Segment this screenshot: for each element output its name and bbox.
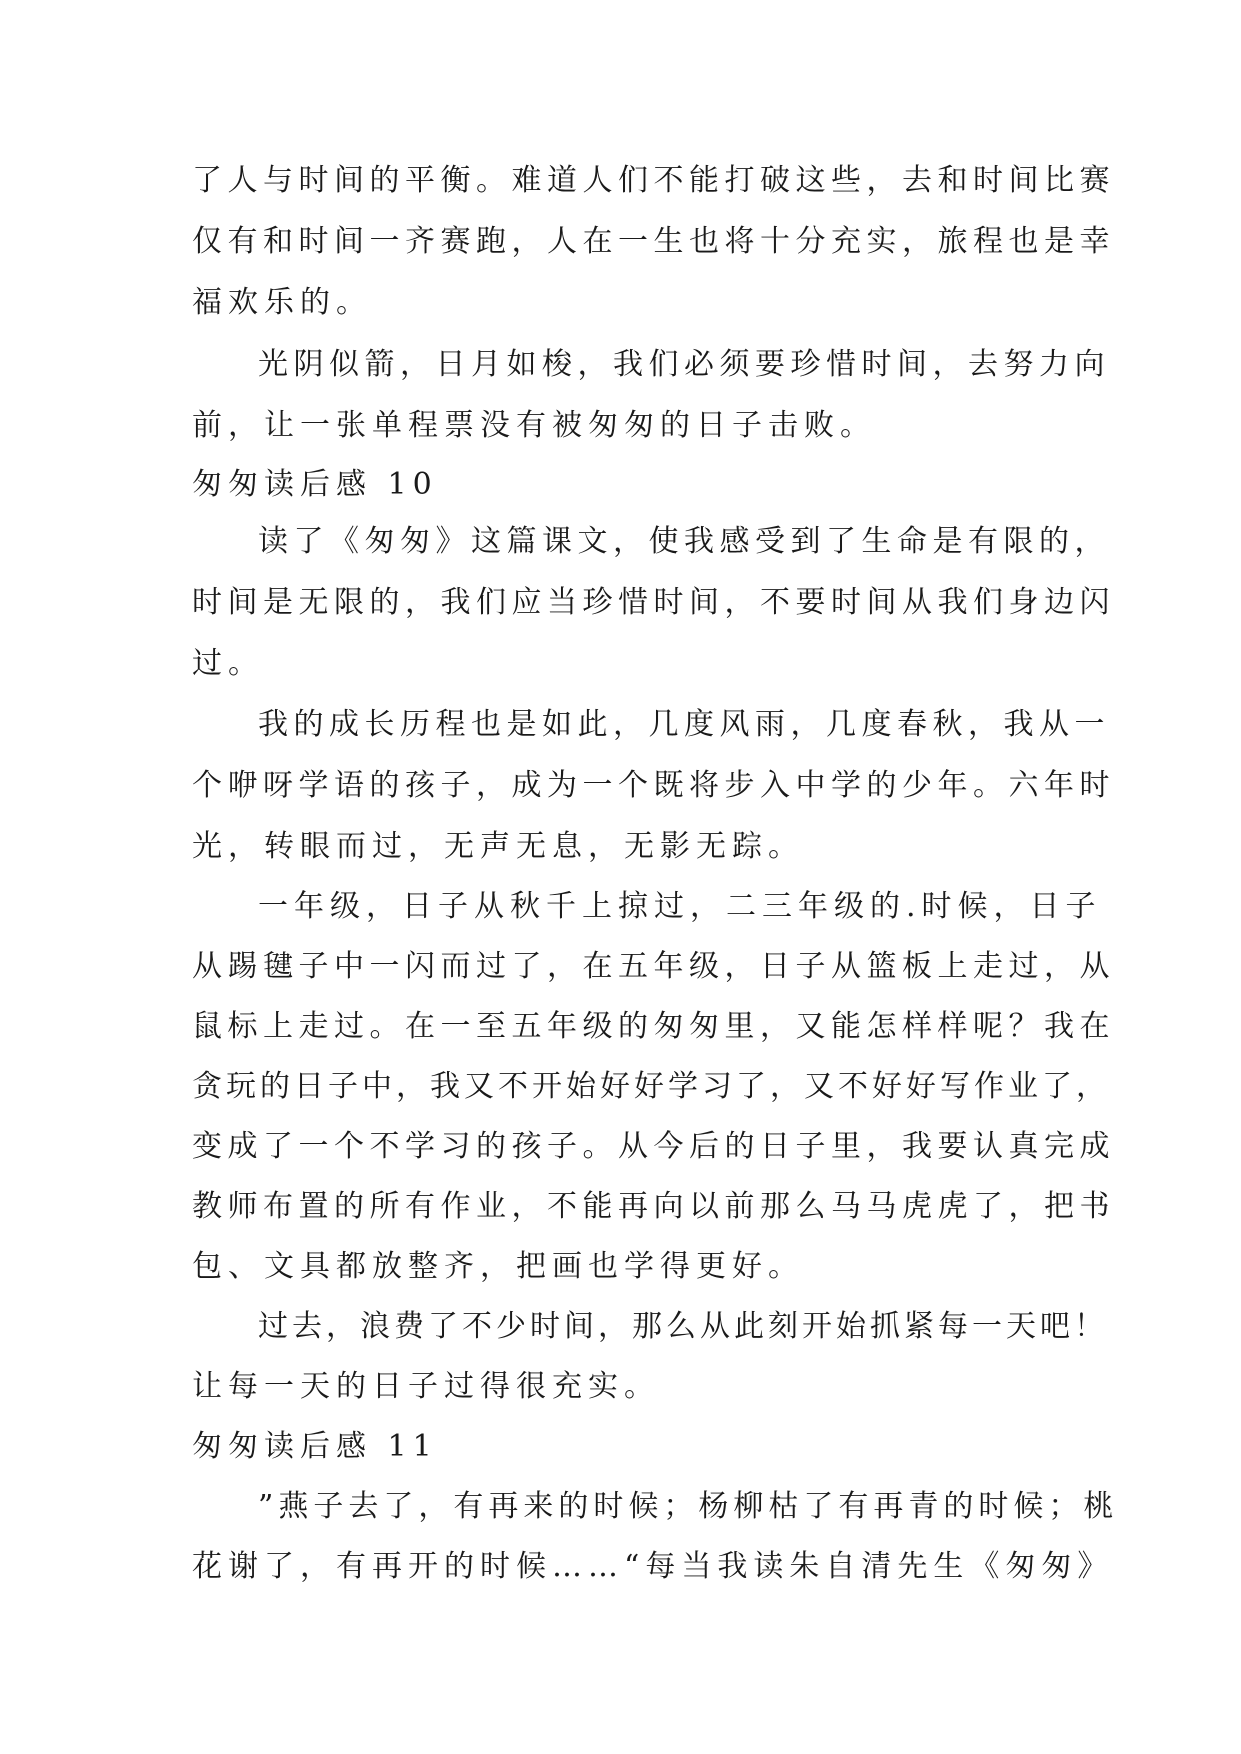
paragraph-line: 教师布置的所有作业，不能再向以前那么马马虎虎了，把书 xyxy=(192,1189,1115,1224)
paragraph-line: 花谢了，有再开的时候……“每当我读朱自清先生《匆匆》 xyxy=(192,1549,1114,1584)
paragraph-line: 过去，浪费了不少时间，那么从此刻开始抓紧每一天吧！ xyxy=(258,1309,1108,1344)
paragraph-line: 仅有和时间一齐赛跑，人在一生也将十分充实，旅程也是幸 xyxy=(192,224,1115,259)
paragraph-line: 福欢乐的。 xyxy=(192,285,372,320)
paragraph-line: 光，转眼而过，无声无息，无影无踪。 xyxy=(192,829,804,864)
paragraph-line: 让每一天的日子过得很充实。 xyxy=(192,1369,660,1404)
paragraph-line: 读了《匆匆》这篇课文，使我感受到了生命是有限的， xyxy=(258,524,1110,559)
paragraph-line: 贪玩的日子中，我又不开始好好学习了，又不好好写作业了， xyxy=(192,1069,1110,1104)
paragraph-line: 我的成长历程也是如此，几度风雨，几度春秋，我从一 xyxy=(258,707,1110,742)
paragraph-line: 包、文具都放整齐，把画也学得更好。 xyxy=(192,1249,804,1284)
paragraph-line: 前，让一张单程票没有被匆匆的日子击败。 xyxy=(192,408,876,443)
paragraph-line: 鼠标上走过。在一至五年级的匆匆里，又能怎样样呢？我在 xyxy=(192,1009,1115,1044)
paragraph-line: 变成了一个不学习的孩子。从今后的日子里，我要认真完成 xyxy=(192,1129,1115,1164)
paragraph-line: 过。 xyxy=(192,646,264,681)
paragraph-line: 个咿呀学语的孩子，成为一个既将步入中学的少年。六年时 xyxy=(192,768,1115,803)
paragraph-line: 从踢毽子中一闪而过了，在五年级，日子从篮板上走过，从 xyxy=(192,949,1115,984)
paragraph-line: 光阴似箭，日月如梭，我们必须要珍惜时间，去努力向 xyxy=(258,347,1110,382)
paragraph-line: ”燕子去了，有再来的时候；杨柳枯了有再青的时候；桃 xyxy=(258,1489,1119,1524)
section-heading: 匆匆读后感 11 xyxy=(192,1429,438,1464)
paragraph-line: 一年级，日子从秋千上掠过，二三年级的.时候，日子 xyxy=(258,889,1102,924)
paragraph-line: 了人与时间的平衡。难道人们不能打破这些，去和时间比赛 xyxy=(192,163,1115,198)
paragraph-line: 时间是无限的，我们应当珍惜时间，不要时间从我们身边闪 xyxy=(192,585,1115,620)
section-heading: 匆匆读后感 10 xyxy=(192,467,438,502)
